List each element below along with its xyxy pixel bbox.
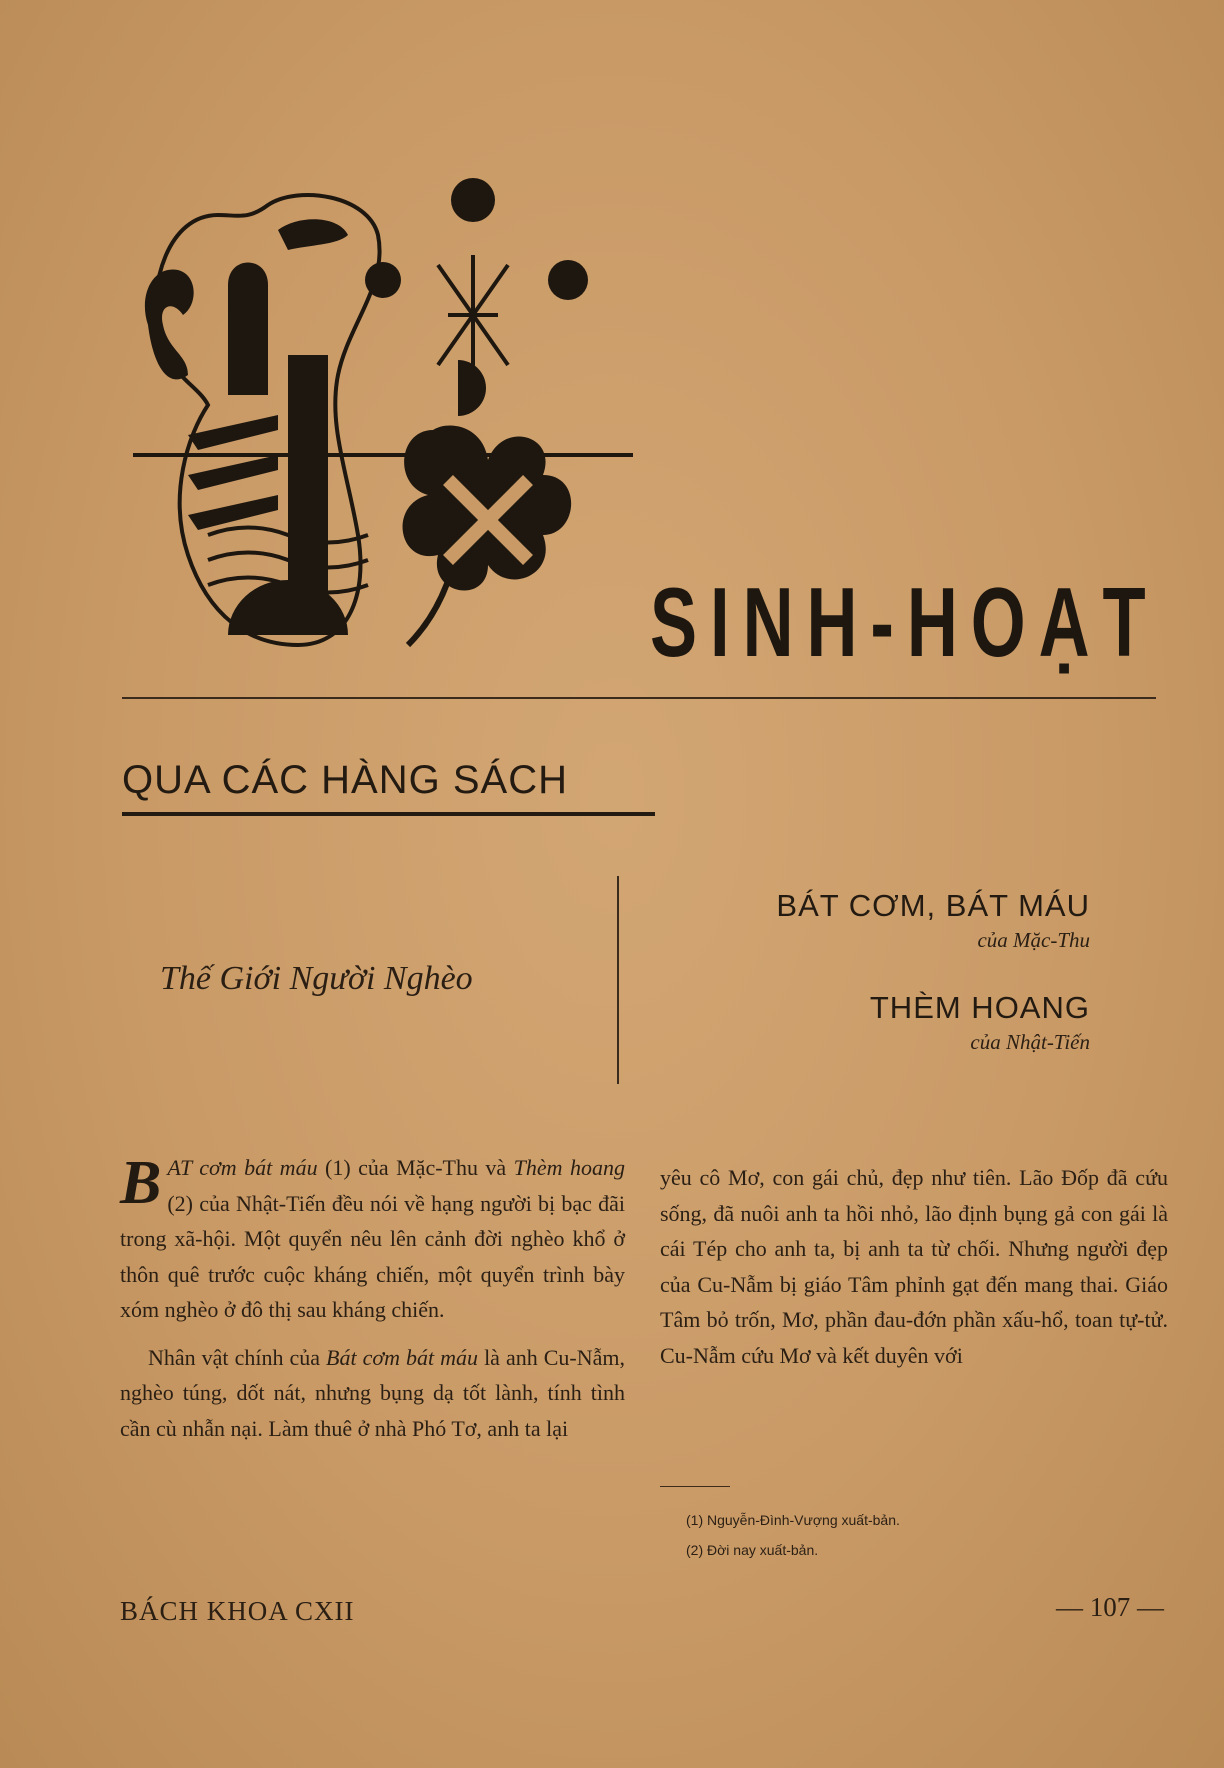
body-column-left [120, 1150, 625, 1458]
book-title: THÈM HOANG [869, 990, 1090, 1025]
book-title-inline: Bát cơm bát máu [326, 1344, 479, 1370]
article-theme: Thế Giới Người Nghèo [160, 960, 473, 997]
book-entry-2 [870, 990, 1090, 1055]
text-run: (2) của Nhật-Tiến đều nói về hạng người bị bạc đãi trong xã-hội. Một quyển nêu lên cảnh đời nghèo khổ ở thôn quê trước cuộc kháng chiến, một quyển trình bày xóm nghèo ở đô thị sau kháng chiến. [120, 1190, 625, 1322]
drop-cap: B [120, 1149, 162, 1217]
paragraph [120, 1150, 625, 1328]
footnote: (1) Nguyễn-Đình-Vượng xuất-bản. [686, 1512, 900, 1528]
decorative-illustration [128, 175, 638, 685]
text-run: Nhân vật chính của [148, 1344, 327, 1370]
book-title: BÁT CƠM, BÁT MÁU [776, 888, 1090, 923]
footnotes [686, 1505, 900, 1565]
book-entry-1 [776, 888, 1090, 953]
text-run: (1) của Mặc-Thu và [317, 1155, 514, 1180]
paragraph [120, 1340, 625, 1447]
footnote-rule [660, 1486, 730, 1487]
body-column-right [660, 1160, 1168, 1385]
footnote: (2) Đời nay xuất-bản. [686, 1542, 819, 1558]
vertical-divider [617, 876, 619, 1084]
book-author: của Nhật-Tiến [970, 1030, 1090, 1054]
publication-name: BÁCH KHOA CXII [120, 1596, 355, 1626]
section-title: SINH-HOẠT [650, 567, 1159, 677]
book-title-inline: AT cơm bát máu [167, 1155, 318, 1180]
book-title-inline: Thèm hoang [513, 1155, 625, 1180]
header-rule [122, 697, 1156, 699]
book-author: của Mặc-Thu [977, 928, 1090, 952]
paragraph: yêu cô Mơ, con gái chủ, đẹp như tiên. Lão Đốp đã cứu sống, đã nuôi anh ta hồi nhỏ, lão định bụng gả con gái là cái Tép cho anh ta, bị anh ta từ chối. Nhưng người đẹp của Cu-Nẫm bị giáo Tâm phỉnh gạt đến mang thai. Giáo Tâm bỏ trốn, Mơ, phần đau-đớn phần xấu-hổ, toan tự-tử. Cu-Nẫm cứu Mơ và kết duyên với [660, 1165, 1168, 1368]
column-heading: QUA CÁC HÀNG SÁCH [122, 758, 568, 802]
column-heading-rule [122, 812, 655, 816]
text-run: là anh Cu-Nẫm, nghèo túng, dốt nát, nhưng bụng dạ tốt lành, tính tình cần cù nhẫn nại. Làm thuê ở nhà Phó Tơ, anh ta lại [120, 1344, 626, 1441]
page-number: — 107 — [1056, 1592, 1164, 1622]
